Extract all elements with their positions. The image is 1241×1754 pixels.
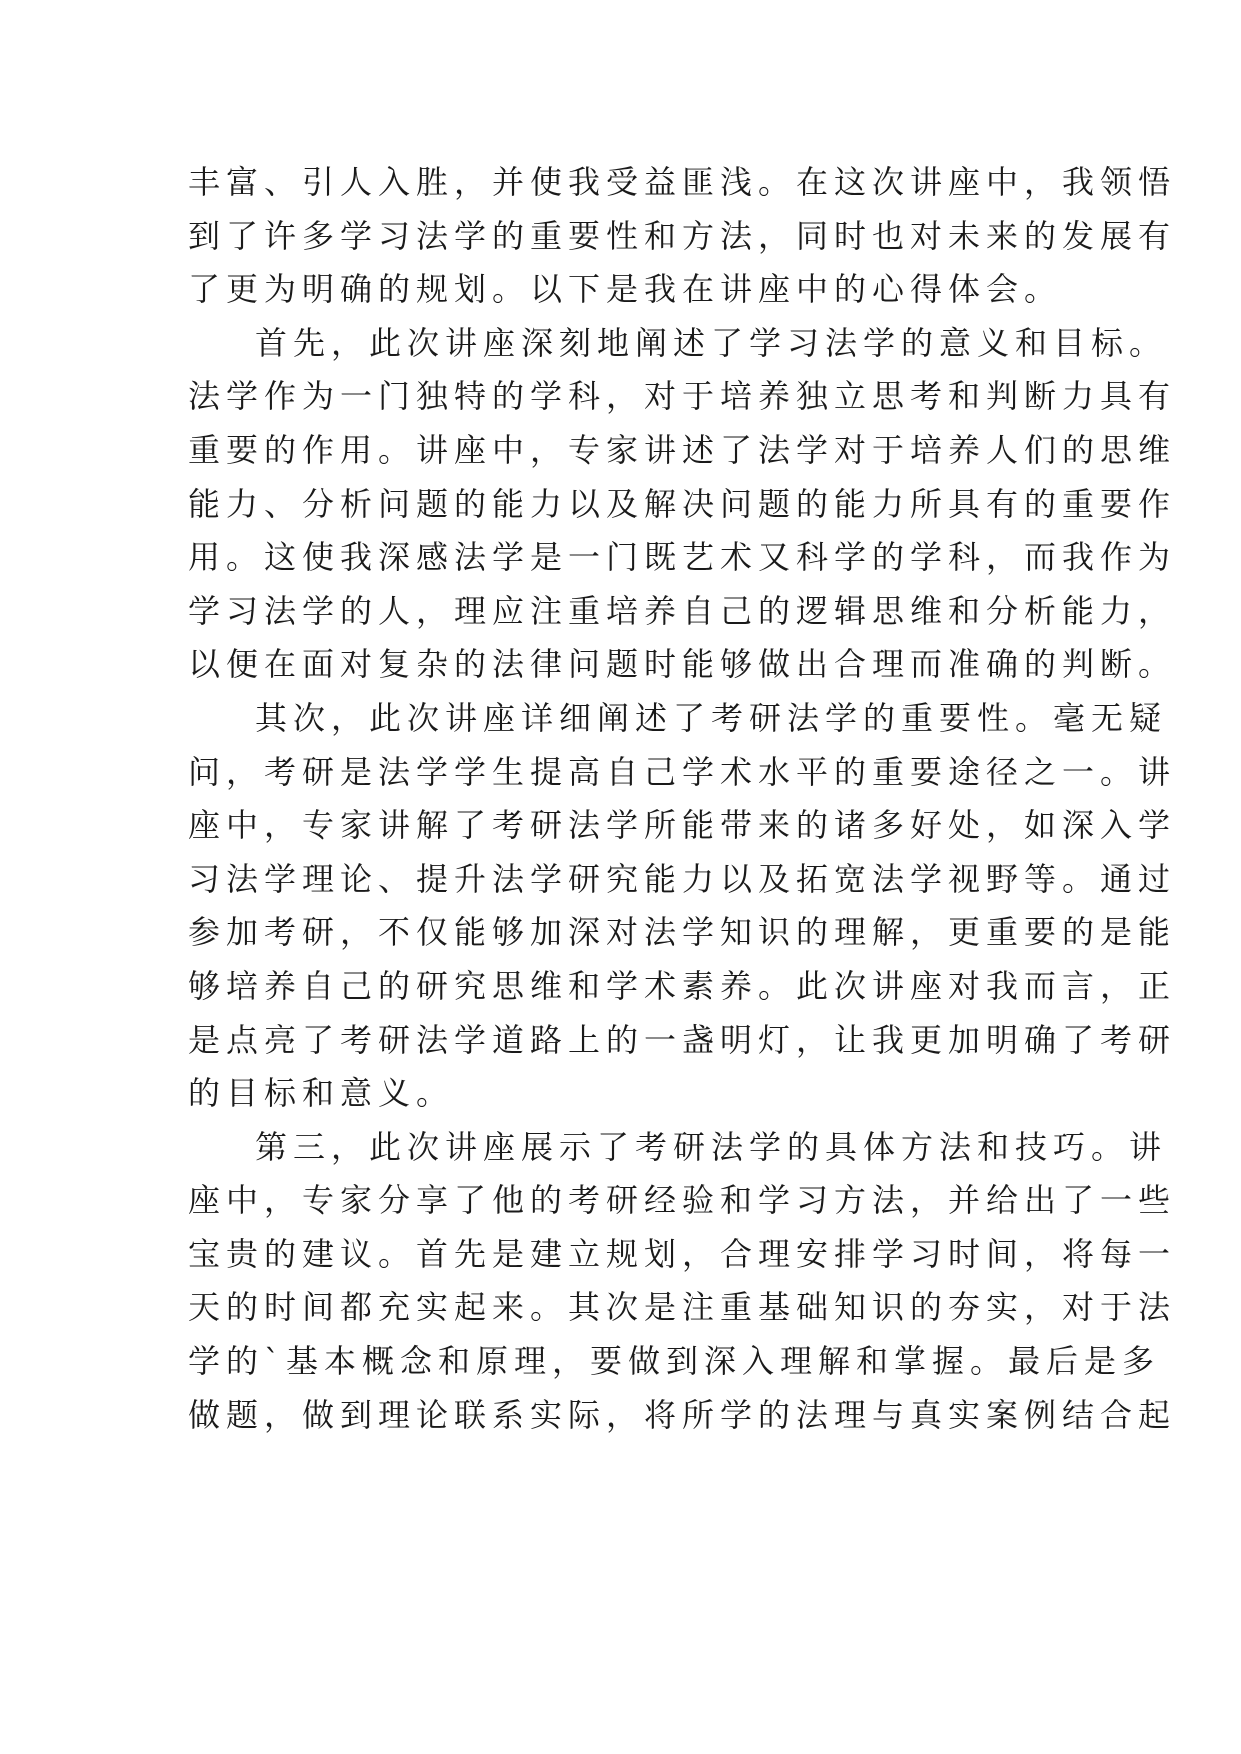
text-line: 以便在面对复杂的法律问题时能够做出合理而准确的判断。: [188, 645, 1177, 684]
text-line: 座中，专家分享了他的考研经验和学习方法，并给出了一些: [188, 1181, 1177, 1220]
text-line: 宝贵的建议。首先是建立规划，合理安排学习时间，将每一: [188, 1234, 1177, 1273]
text-line: 到了许多学习法学的重要性和方法，同时也对未来的发展有: [188, 216, 1177, 255]
text-line: 的目标和意义。: [188, 1074, 455, 1113]
paragraph-2: [188, 317, 1177, 692]
text-line: 法学作为一门独特的学科，对于培养独立思考和判断力具有: [188, 377, 1177, 416]
text-line: 是点亮了考研法学道路上的一盏明灯，让我更加明确了考研: [188, 1020, 1177, 1059]
text-line: 首先，此次讲座深刻地阐述了学习法学的意义和目标。: [255, 323, 1168, 362]
text-line: 做题，做到理论联系实际，将所学的法理与真实案例结合起: [188, 1395, 1177, 1434]
body-text: [188, 156, 1177, 1442]
text-line: 了更为明确的规划。以下是我在讲座中的心得体会。: [188, 270, 1063, 309]
text-line: 座中，专家讲解了考研法学所能带来的诸多好处，如深入学: [188, 806, 1177, 845]
paragraph-4: [188, 1121, 1177, 1443]
text-line: 够培养自己的研究思维和学术素养。此次讲座对我而言，正: [188, 966, 1177, 1005]
text-line: 参加考研，不仅能够加深对法学知识的理解，更重要的是能: [188, 913, 1177, 952]
text-line: 重要的作用。讲座中，专家讲述了法学对于培养人们的思维: [188, 430, 1177, 469]
text-line: 第三，此次讲座展示了考研法学的具体方法和技巧。讲: [255, 1127, 1168, 1166]
paragraph-3: [188, 692, 1177, 1121]
paragraph-1: [188, 156, 1177, 317]
text-line: 用。这使我深感法学是一门既艺术又科学的学科，而我作为: [188, 538, 1177, 577]
text-line: 学习法学的人，理应注重培养自己的逻辑思维和分析能力，: [188, 591, 1177, 630]
text-line: 习法学理论、提升法学研究能力以及拓宽法学视野等。通过: [188, 859, 1177, 898]
text-line: 学的`基本概念和原理，要做到深入理解和掌握。最后是多: [188, 1342, 1161, 1381]
text-line: 丰富、引人入胜，并使我受益匪浅。在这次讲座中，我领悟: [188, 163, 1177, 201]
text-line: 其次，此次讲座详细阐述了考研法学的重要性。毫无疑: [255, 698, 1168, 737]
text-line: 天的时间都充实起来。其次是注重基础知识的夯实，对于法: [188, 1288, 1177, 1327]
text-line: 问，考研是法学学生提高自己学术水平的重要途径之一。讲: [188, 752, 1177, 791]
text-line: 能力、分析问题的能力以及解决问题的能力所具有的重要作: [188, 484, 1177, 523]
